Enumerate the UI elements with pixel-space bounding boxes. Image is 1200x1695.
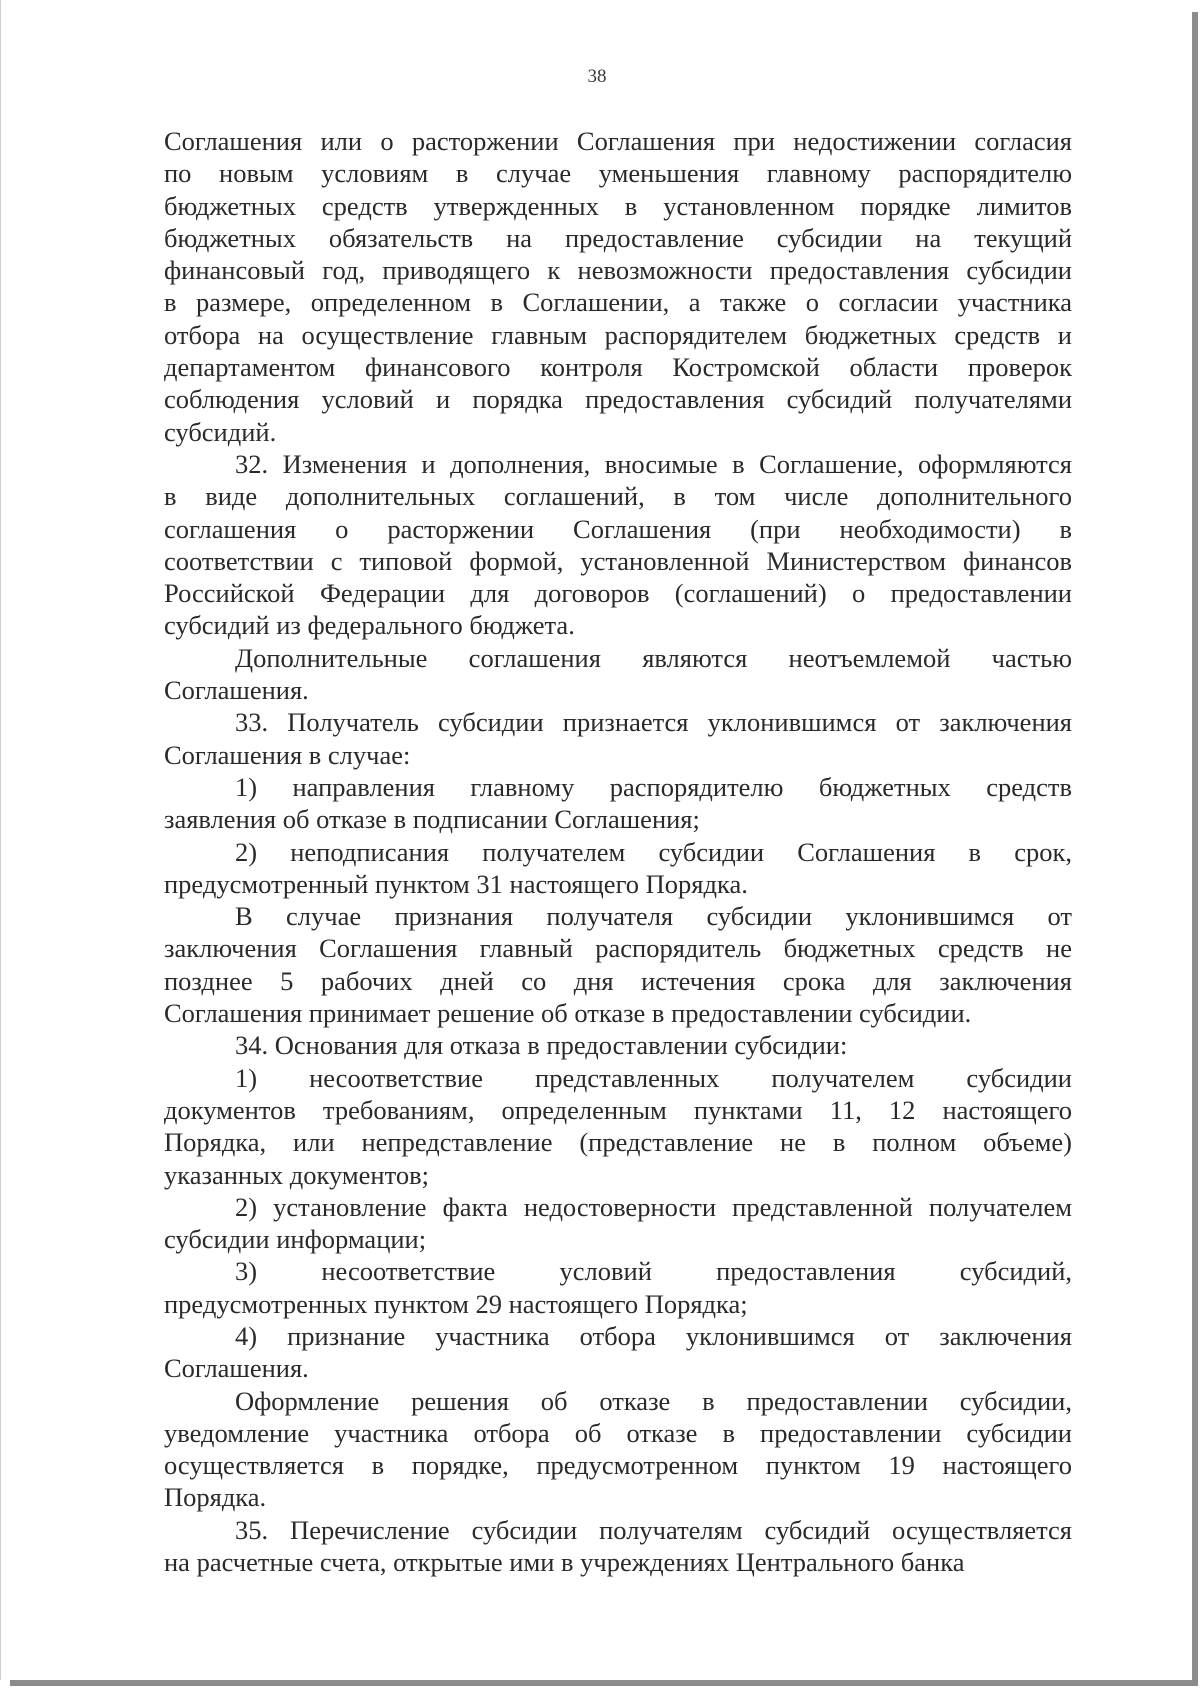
text-line: заявления об отказе в подписании Соглашения; <box>164 804 700 835</box>
text-line: 1) несоответствие представленных получателем субсидии <box>235 1062 1072 1093</box>
text-line: по новым условиям в случае уменьшения главному распорядителю <box>164 158 1072 189</box>
text-line: Соглашения в случае: <box>164 739 411 770</box>
text-line: Соглашения. <box>164 1353 309 1384</box>
text-line: Порядка, или непредставление (представление не в полном объеме) <box>164 1127 1072 1158</box>
text-line: Дополнительные соглашения являются неотъемлемой частью <box>235 642 1072 673</box>
text-line: 4) признание участника отбора уклонившимся от заключения <box>235 1320 1072 1351</box>
text-line: предусмотренный пунктом 31 настоящего Порядка. <box>164 868 748 899</box>
text-line: финансовый год, приводящего к невозможности предоставления субсидии <box>164 255 1072 286</box>
text-line: 35. Перечисление субсидии получателям субсидий осуществляется <box>235 1514 1072 1545</box>
text-line: Соглашения принимает решение об отказе в предоставлении субсидии. <box>164 998 972 1029</box>
text-line: субсидии информации; <box>164 1224 427 1255</box>
text-line: 2) установление факта недостоверности представленной получателем <box>235 1191 1072 1222</box>
text-line: в виде дополнительных соглашений, в том числе дополнительного <box>164 481 1072 512</box>
document-body <box>164 125 1072 1578</box>
text-line: субсидий из федерального бюджета. <box>164 610 575 641</box>
text-line: департаментом финансового контроля Костромской области проверок <box>164 352 1072 383</box>
text-line: 34. Основания для отказа в предоставлении субсидии: <box>235 1030 848 1061</box>
page-number: 38 <box>587 66 607 87</box>
text-line: предусмотренных пунктом 29 настоящего Порядка; <box>164 1288 748 1319</box>
text-line: осуществляется в порядке, предусмотренном пунктом 19 настоящего <box>164 1450 1072 1481</box>
text-line: соблюдения условий и порядка предоставления субсидий получателями <box>164 384 1072 415</box>
text-line: 33. Получатель субсидии признается уклонившимся от заключения <box>235 707 1072 738</box>
text-line: указанных документов; <box>164 1159 429 1190</box>
text-line: Соглашения. <box>164 675 309 706</box>
text-line: заключения Соглашения главный распорядитель бюджетных средств не <box>164 933 1072 964</box>
text-line: 3) несоответствие условий предоставления субсидий, <box>235 1256 1072 1287</box>
text-line: отбора на осуществление главным распорядителем бюджетных средств и <box>164 319 1072 350</box>
text-line: документов требованиям, определенным пунктами 11, 12 настоящего <box>164 1094 1072 1125</box>
text-line: бюджетных обязательств на предоставление субсидии на текущий <box>164 222 1072 253</box>
text-line: субсидий. <box>164 416 277 447</box>
text-line: Российской Федерации для договоров (соглашений) о предоставлении <box>164 578 1072 609</box>
text-line: соответствии с типовой формой, установленной Министерством финансов <box>164 545 1072 576</box>
text-line: 1) направления главному распорядителю бюджетных средств <box>235 771 1072 802</box>
text-line: Оформление решения об отказе в предоставлении субсидии, <box>235 1385 1072 1416</box>
text-line: уведомление участника отбора об отказе в предоставлении субсидии <box>164 1417 1072 1448</box>
text-line: в размере, определенном в Соглашении, а также о согласии участника <box>164 287 1072 318</box>
text-line: В случае признания получателя субсидии уклонившимся от <box>235 901 1072 932</box>
text-line: Порядка. <box>164 1482 267 1513</box>
text-line: Соглашения или о расторжении Соглашения при недостижении согласия <box>164 126 1072 156</box>
text-line: позднее 5 рабочих дней со дня истечения срока для заключения <box>164 965 1072 996</box>
text-line: 2) неподписания получателем субсидии Соглашения в срок, <box>235 836 1072 867</box>
text-line: бюджетных средств утвержденных в установленном порядке лимитов <box>164 190 1072 221</box>
page-shadow-right <box>1192 12 1198 1682</box>
text-line: соглашения о расторжении Соглашения (при необходимости) в <box>164 513 1072 544</box>
text-line: на расчетные счета, открытые ими в учреждениях Центрального банка <box>164 1547 965 1578</box>
text-line: 32. Изменения и дополнения, вносимые в Соглашение, оформляются <box>235 448 1072 479</box>
page-shadow-bottom <box>10 1680 1198 1686</box>
